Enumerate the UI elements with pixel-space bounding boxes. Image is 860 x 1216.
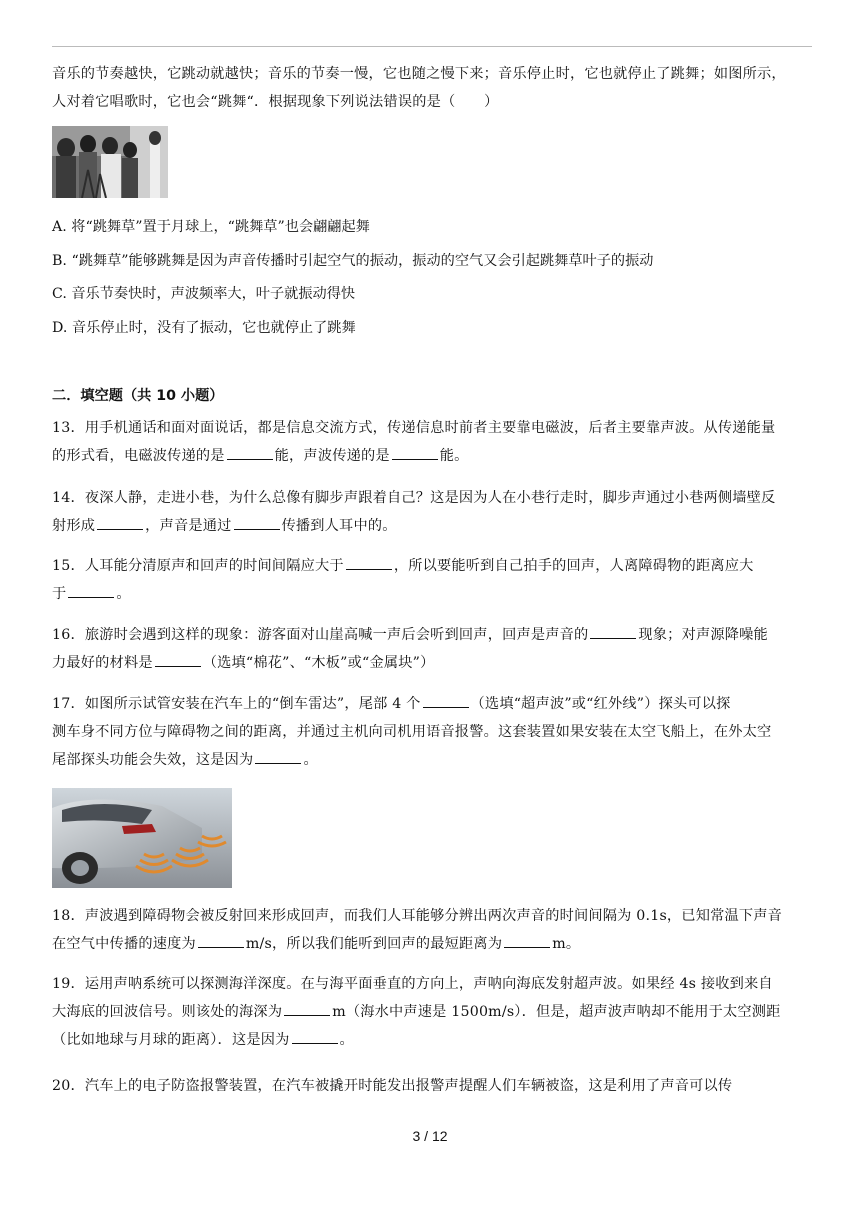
q12-line2: 人对着它唱歌时，它也会“跳舞“．根据现象下列说法错误的是（ ） — [52, 94, 499, 110]
q13-line1: 13．用手机通话和面对面说话，都是信息交流方式，传递信息时前者主要靠电磁波，后者主要靠声波。从传递能量 — [52, 420, 776, 436]
answer-blank[interactable] — [392, 445, 438, 460]
q16-line2: 力最好的材料是 （选填“棉花”、“木板”或“金属块”） — [52, 649, 814, 677]
answer-blank[interactable] — [97, 515, 143, 530]
q18-line2: 在空气中传播的速度为 m/s，所以我们能听到回声的最短距离为 m。 — [52, 930, 814, 958]
q17-line2: 测车身不同方位与障碍物之间的距离，并通过主机向司机用语音报警。这套装置如果安装在太空飞船上，在外太空 — [52, 724, 772, 740]
q13-line2: 的形式看，电磁波传递的是 能，声波传递的是 能。 — [52, 442, 814, 470]
reversing-radar-photo — [52, 788, 232, 888]
answer-blank[interactable] — [292, 1029, 338, 1044]
q17-line1: 17．如图所示试管安装在汽车上的“倒车雷达”，尾部 4 个 （选填“超声波”或“红外线”）探头可以探 — [52, 690, 814, 718]
question-14 — [52, 484, 814, 540]
question-19 — [52, 970, 814, 1054]
q16-line1: 16．旅游时会遇到这样的现象：游客面对山崖高喊一声后会听到回声，回声是声音的 现象；对声源降噪能 — [52, 621, 814, 649]
question-13 — [52, 414, 814, 470]
answer-blank[interactable] — [346, 555, 392, 570]
question-18 — [52, 902, 814, 958]
dancing-grass-photo — [52, 126, 168, 198]
answer-blank[interactable] — [284, 1001, 330, 1016]
answer-blank[interactable] — [227, 445, 273, 460]
q15-line2: 于 。 — [52, 580, 814, 608]
q20-line1: 20．汽车上的电子防盗报警装置，在汽车被撬开时能发出报警声提醒人们车辆被盗，这是利用了声音可以传 — [52, 1078, 733, 1094]
answer-blank[interactable] — [234, 515, 280, 530]
q18-line1: 18．声波遇到障碍物会被反射回来形成回声，而我们人耳能够分辨出两次声音的时间间隔为 0.1s，已知常温下声音 — [52, 908, 783, 924]
q19-line3: （比如地球与月球的距离）．这是因为 。 — [52, 1026, 814, 1054]
q19-line2: 大海底的回波信号。则该处的海深为 m（海水中声速是 1500m/s）．但是，超声波声呐却不能用于太空测距 — [52, 998, 814, 1026]
page-number: 3 / 12 — [412, 1128, 448, 1144]
answer-blank[interactable] — [255, 749, 301, 764]
answer-blank[interactable] — [68, 583, 114, 598]
q17-line3: 尾部探头功能会失效，这是因为 。 — [52, 746, 814, 774]
answer-blank[interactable] — [590, 624, 636, 639]
answer-blank[interactable] — [155, 652, 201, 667]
q12-option-c: C. 音乐节奏快时，声波频率大，叶子就振动得快 — [52, 286, 356, 302]
answer-blank[interactable] — [198, 933, 244, 948]
q12-option-b: B. “跳舞草”能够跳舞是因为声音传播时引起空气的振动，振动的空气又会引起跳舞草叶子的振动 — [52, 253, 654, 269]
question-17 — [52, 690, 814, 774]
q14-line1: 14．夜深人静，走进小巷，为什么总像有脚步声跟着自己？这是因为人在小巷行走时，脚步声通过小巷两侧墙壁反 — [52, 490, 776, 506]
q12-option-d: D. 音乐停止时，没有了振动，它也就停止了跳舞 — [52, 320, 356, 336]
question-16 — [52, 621, 814, 677]
q12-option-a: A. 将“跳舞草”置于月球上，“跳舞草”也会翩翩起舞 — [52, 219, 370, 235]
header-rule — [52, 46, 812, 47]
q14-line2: 射形成 ，声音是通过 传播到人耳中的。 — [52, 512, 814, 540]
q12-text — [52, 60, 814, 116]
section-title: 二．填空题（共 10 小题） — [52, 388, 224, 404]
q12-line1: 音乐的节奏越快，它跳动就越快；音乐的节奏一慢，它也随之慢下来；音乐停止时，它也就停止了跳舞；如图所示， — [52, 66, 786, 82]
question-20 — [52, 1072, 814, 1100]
answer-blank[interactable] — [504, 933, 550, 948]
q15-line1: 15．人耳能分清原声和回声的时间间隔应大于 ，所以要能听到自己拍手的回声，人离障碍物的距离应大 — [52, 552, 814, 580]
question-15 — [52, 552, 814, 608]
answer-blank[interactable] — [423, 693, 469, 708]
q19-line1: 19．运用声呐系统可以探测海洋深度。在与海平面垂直的方向上，声呐向海底发射超声波。如果经 4s 接收到来自 — [52, 976, 773, 992]
